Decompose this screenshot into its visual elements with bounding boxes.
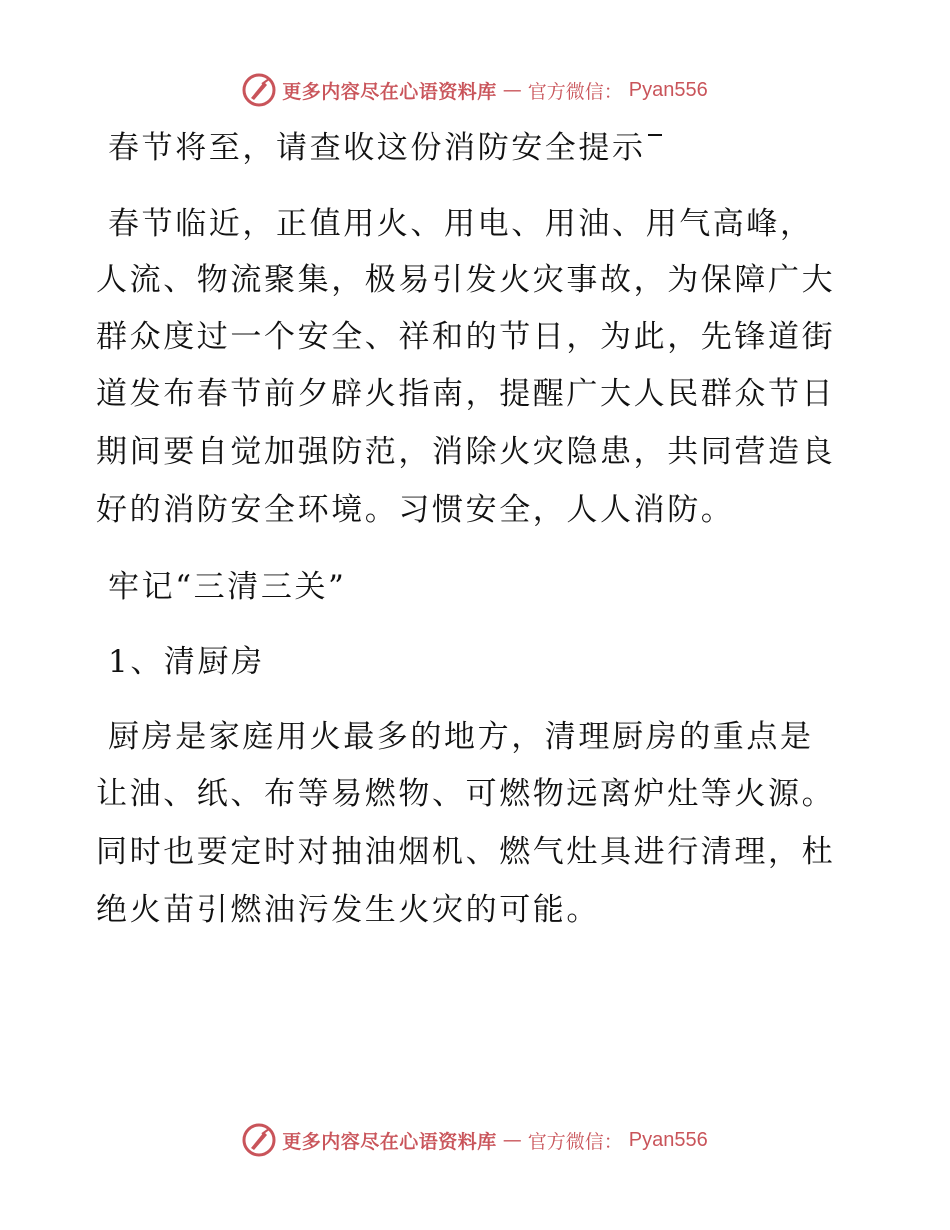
document-title: 春节将至，请查收这份消防安全提示: [108, 128, 662, 168]
title-overline-mark: [648, 134, 662, 136]
watermark-wechat-id: Pyan556: [628, 1128, 708, 1151]
watermark-text: 更多内容尽在心语资料库: [282, 80, 497, 103]
kitchen-line: 同时也要定时对抽油烟机、燃气灶具进行清理，杜: [96, 834, 836, 870]
kitchen-line: 绝火苗引燃油污发生火灾的可能。: [96, 892, 600, 928]
header-watermark: [0, 70, 950, 110]
footer-watermark: [0, 1120, 950, 1160]
feather-pen-logo-icon: [242, 73, 276, 107]
watermark-dash: —: [502, 1129, 522, 1151]
intro-line: 人流、物流聚集，极易引发火灾事故，为保障广大: [96, 262, 836, 298]
intro-line: 群众度过一个安全、祥和的节日，为此，先锋道街: [96, 319, 836, 355]
subheading: 1、清厨房: [108, 644, 265, 680]
section-heading: 牢记“三清三关”: [108, 569, 347, 605]
watermark-dash: —: [502, 79, 522, 101]
kitchen-line: 让油、纸、布等易燃物、可燃物远离炉灶等火源。: [96, 776, 836, 812]
intro-line: 好的消防安全环境。习惯安全，人人消防。: [96, 492, 735, 528]
watermark-label: 官方微信：: [527, 1130, 623, 1153]
intro-line: 期间要自觉加强防范，消除火灾隐患，共同营造良: [96, 434, 836, 470]
kitchen-line: 厨房是家庭用火最多的地方，清理厨房的重点是: [108, 719, 814, 755]
watermark-wechat-id: Pyan556: [628, 78, 708, 101]
feather-pen-logo-icon: [242, 1123, 276, 1157]
watermark-text: 更多内容尽在心语资料库: [282, 1130, 497, 1153]
intro-line: 道发布春节前夕辟火指南，提醒广大人民群众节日: [96, 376, 836, 412]
intro-line: 春节临近，正值用火、用电、用油、用气高峰，: [108, 206, 814, 242]
watermark-label: 官方微信：: [527, 80, 623, 103]
